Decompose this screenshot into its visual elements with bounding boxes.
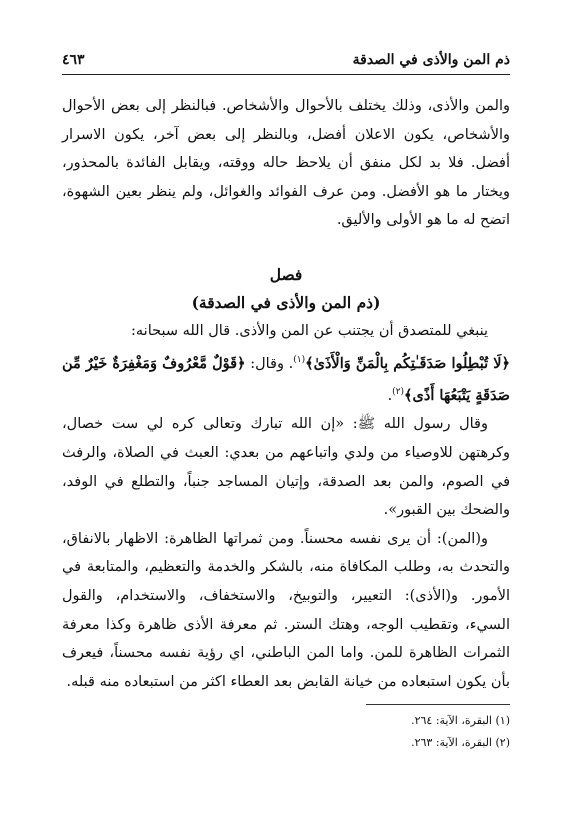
paragraph-3: وقال رسول الله ﷺ: «إن الله تبارك وتعالى كره لي ست خصال، وكرهتهن للاوصياء من ولدي واتباعهم من بعدي: العبث في الصلاة، والرفث في الصوم، والمن بعد الصدقة، وإتيان المساجد جنباً، والتطلع في الوفد، والضحك بين القبور». [62,416,510,519]
verse-end: . [387,387,393,404]
section-label: فصل [269,264,303,284]
paragraph-1: والمن والأذى، وذلك يختلف بالأحوال والأشخاص. فبالنظر إلى بعض الأحوال والأشخاص، يكون الاعلان أفضل، وبالنظر إلى بعض آخر، يكون الاسرار أفضل. فلا بد لكل منفق أن يلاحظ حاله ووقته، ويقابل الفائدة بالمحذور، ويختار ما هو الأفضل. ومن عرف الفوائد والغوائل، ولم ينظر بعين الشهوة، اتضح له ما هو الأولى والأليق. [62,98,510,229]
footnote-divider [366,704,510,705]
running-header [62,50,510,75]
footnote-mark-1: (١) [293,354,306,365]
quran-verse-2: ﴿قَوْلٌ مَّعْرُوفٌ وَمَغْفِرَةٌ خَيْرٌ مِّن صَدَقَةٍ يَتْبَعُهَا أَذًى﴾ [62,354,510,404]
running-title: ذم المن والأذى في الصدقة [352,52,510,68]
footnote-1: (١) البقرة، الآية: ٢٦٤. [411,714,510,727]
footnotes [62,710,510,754]
footnote-2: (٢) البقرة، الآية: ٢٦٣. [411,736,510,749]
quran-verse-1: ﴿لَا تُبْطِلُوا صَدَقَـٰتِكُم بِالْمَنِّ وَالْأَذَىٰ﴾ [305,354,510,372]
paragraph-2-verses [62,346,510,411]
paragraph-4: و(المن): أن يرى نفسه محسناً. ومن ثمراتها الظاهرة: الاظهار بالانفاق، والتحدث به، وطلب المكافاة منه، بالشكر والخدمة والتعظيم، والمتابعة في الأمور. و(الأذى): التعيير، والتوبيخ، والاستخفاف، والاستخدام، والقول السيء، وتقطيب الوجه، وهتك الستر. ثم معرفة الأذى ظاهرة وكذا معرفة الثمرات الظاهرة للمن. واما المن الباطني، اي رؤية نفسه محسناً، فيعرف بأن يكون استبعاده من خيانة القابض بعد العطاء اكثر من استبعاده منه قبله. [62,530,510,690]
verse-connector: . وقال: [245,355,294,372]
main-text [62,92,510,696]
footnote-mark-2: (٢) [392,386,405,397]
page-number: ٤٦٣ [62,52,85,68]
section-subtitle: (ذم المن والأذى في الصدقة) [191,292,381,312]
paragraph-2-intro: ينبغي للمتصدق أن يجتنب عن المن والأذى. قال الله سبحانه: [131,322,488,339]
